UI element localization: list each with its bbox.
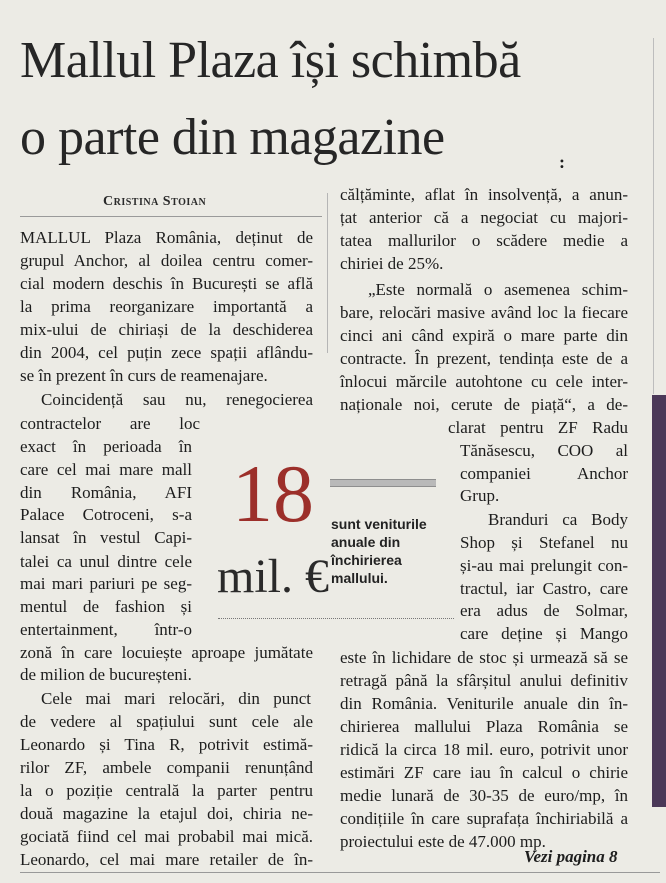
col1-line: Coincidență sau nu, renegocierea <box>41 390 313 409</box>
title-line: o parte din magazine <box>20 109 445 166</box>
col2-line: Grup. <box>460 486 500 505</box>
col2-line: călțăminte, aflat în insolvență, a anun- <box>340 185 628 204</box>
col1-line: Leonardo și Tina R, potrivit estimă- <box>20 735 313 754</box>
col1-line: talei ca unul dintre cele <box>20 552 192 571</box>
pull-quote-rule <box>330 479 436 487</box>
col2-line: Shop și Stefanel nu <box>460 533 628 552</box>
column-divider <box>327 193 328 353</box>
byline: Cristina Stoian <box>103 194 207 209</box>
col2-line: și-au mai prelungit con- <box>460 556 628 575</box>
col2-line: proiectului este de 47.000 mp. <box>340 832 546 851</box>
col1-line: contractelor are loc <box>20 414 200 433</box>
col2-line: cinci ani când expiră o mare parte din <box>340 326 628 345</box>
col2-line: tatea mallurilor o scădere medie a <box>340 231 628 250</box>
col2-line: retragă până la sfârșitul anului definitiv <box>340 671 628 690</box>
col1-line: mentul de fashion și <box>20 597 192 616</box>
pull-quote-line: anuale din <box>331 534 401 550</box>
col2-line: din România. Veniturile anuale din în- <box>340 694 628 713</box>
col1-line: care cel mai mare mall <box>20 460 192 479</box>
highlight-figure-unit: mil. € <box>217 550 330 603</box>
col1-line: mai mari pariuri pe seg- <box>20 574 192 593</box>
col2-line: Tănăsescu, COO al <box>460 441 628 460</box>
col1-line: mix-ului de chiriași de la deschiderea <box>20 320 313 339</box>
side-color-bar <box>652 395 666 807</box>
col1-line: gociată fiind cel mai probabil mai mică. <box>20 827 313 846</box>
col2-line: ridică la circa 18 mil. euro, potrivit unor <box>340 740 628 759</box>
col1-line: Leonardo, cel mai mare retailer de în- <box>20 850 313 869</box>
continuation-link[interactable]: Vezi pagina 8 <box>524 847 618 866</box>
highlight-figure-number: 18 <box>232 448 314 539</box>
pull-quote-line: mallului. <box>331 570 388 586</box>
col2-line: estimări ZF care iau în calcul o chirie <box>340 763 628 782</box>
col2-line: medie lunară de 30-35 de euro/mp, în <box>340 786 628 805</box>
side-mark: : <box>559 152 565 172</box>
col1-line: din 2004, cel puțin zece spații aflându- <box>20 343 313 362</box>
col2-line: chirierea mallului Plaza România se <box>340 717 628 736</box>
col1-line: entertainment, într-o <box>20 620 192 639</box>
col1-line: cial modern deschis în București se află <box>20 274 313 293</box>
col1-line: de milion de bucureșteni. <box>20 665 192 684</box>
col1-line: la prima reorganizare importantă a <box>20 297 313 316</box>
col2-line: era adus de Solmar, <box>460 601 628 620</box>
col1-line: Cele mai mari relocări, din punct <box>41 689 311 708</box>
col2-line: tractul, iar Castro, care <box>460 579 628 598</box>
article-title <box>20 32 580 166</box>
col1-line: de vedere al spațiului sunt cele ale <box>20 712 313 731</box>
col1-line: două magazine la etajul doi, chiria ne- <box>20 804 313 823</box>
pull-quote-line: închirierea <box>331 552 402 568</box>
col1-line: grupul Anchor, al doilea centru comer- <box>20 251 313 270</box>
col1-line: se în prezent în curs de reamenajare. <box>20 366 268 385</box>
col1-line: exact în perioada în <box>20 437 192 456</box>
right-frame-rule <box>653 38 654 394</box>
col1-line: MALLUL Plaza România, deținut de <box>20 228 313 247</box>
col2-line: care deține și Mango <box>460 624 628 643</box>
col2-line: clarat pentru ZF Radu <box>448 418 628 437</box>
col2-line: naționale noi, cerute de piață“, a de- <box>340 395 628 414</box>
dotted-divider <box>218 618 454 619</box>
col1-line: Palace Cotroceni, s-a <box>20 505 192 524</box>
byline-rule <box>20 216 322 217</box>
col2-line: bare, relocări masive având loc la fiecare <box>340 303 628 322</box>
col1-line: rilor ZF, ambele companii renunțând <box>20 758 313 777</box>
col2-line: „Este normală o asemenea schim- <box>368 280 628 299</box>
col2-line: Branduri ca Body <box>488 510 628 529</box>
col2-line: înlocui mărcile autohtone cu cele inter- <box>340 372 628 391</box>
col2-line: este în lichidare de stoc și urmează să se <box>340 648 628 667</box>
col1-line: zonă în care locuiește aproape jumătate <box>20 643 313 662</box>
col2-line: țat anterior că a negociat cu majori- <box>340 208 628 227</box>
col2-line: condițiile în care suprafața închiriabilă a <box>340 809 628 828</box>
col2-line: contracte. În prezent, tendința este de a <box>340 349 628 368</box>
title-line: Mallul Plaza își schimbă <box>20 32 521 89</box>
col1-line: la o poziție centrală la parter pentru <box>20 781 313 800</box>
pull-quote-line: sunt veniturile <box>331 516 427 532</box>
col1-line: din România, AFI <box>20 483 192 502</box>
col2-line: companiei Anchor <box>460 464 628 483</box>
col2-line: chiriei de 25%. <box>340 254 444 273</box>
bottom-rule <box>20 872 660 873</box>
col1-line: lansat în vestul Capi- <box>20 528 192 547</box>
